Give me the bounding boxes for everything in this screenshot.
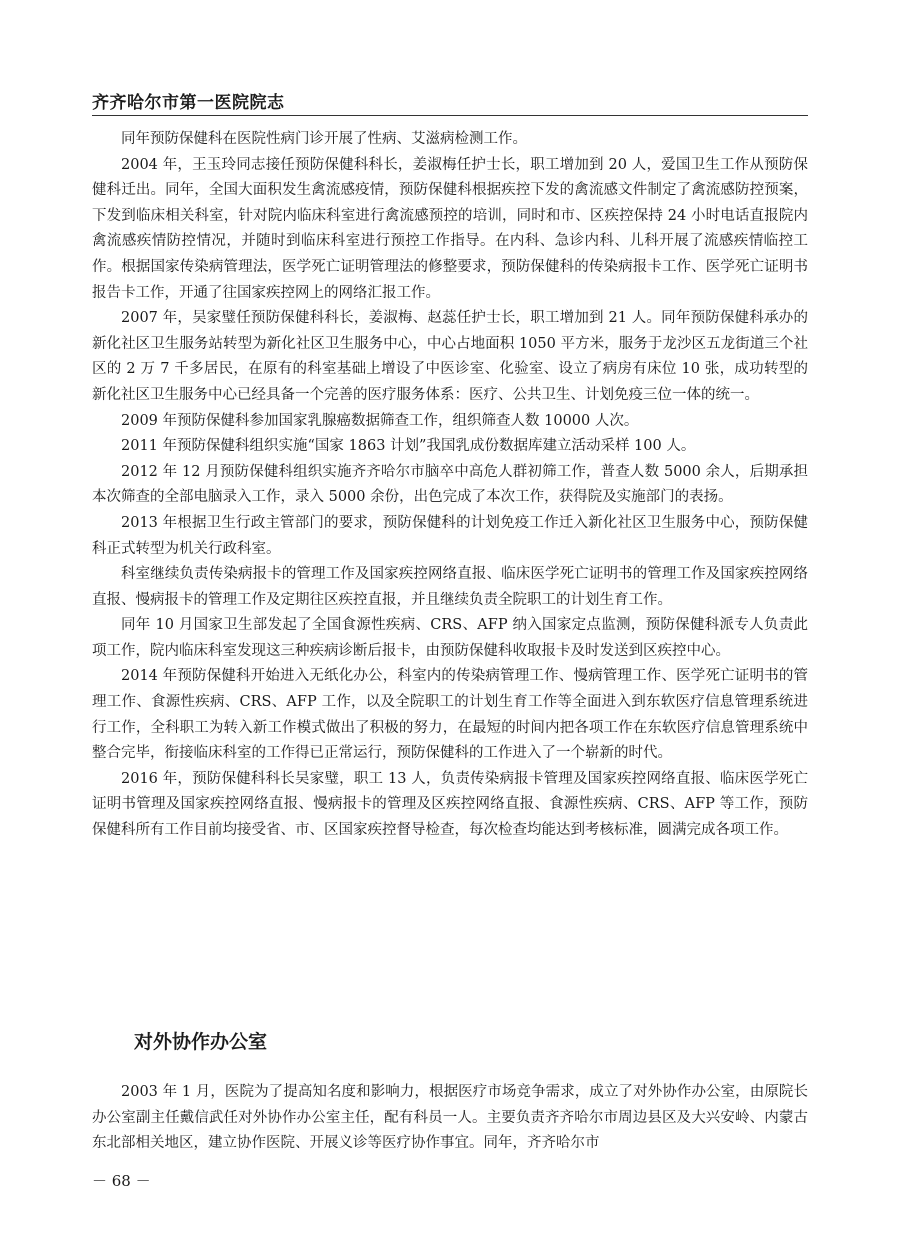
page-number: － 68 － <box>92 1172 151 1190</box>
paragraph: 2016 年，预防保健科科长吴家璧，职工 13 人，负责传染病报卡管理及国家疾控网络直报、临床医学死亡证明书管理及国家疾控网络直报、慢病报卡的管理及区疾控网络直报、食源性疾病、CRS、AFP 等工作，预防保健科所有工作目前均接受省、市、区国家疾控督导检查，每次检查均能达到考核标准，圆满完成各项工作。 <box>92 770 808 839</box>
paragraph: 科室继续负责传染病报卡的管理工作及国家疾控网络直报、临床医学死亡证明书的管理工作及国家疾控网络直报、慢病报卡的管理工作及定期往区疾控直报，并且继续负责全院职工的计划生育工作。 <box>92 566 808 608</box>
book-title: 齐齐哈尔市第一医院院志 <box>92 93 285 113</box>
paragraph: 2007 年，吴家璧任预防保健科科长，姜淑梅、赵蕊任护士长，职工增加到 21 人。同年预防保健科承办的新化社区卫生服务站转型为新化社区卫生服务中心，中心占地面积 1050 平方米，服务于龙沙区五龙街道三个社区的 2 万 7 千多居民，在原有的科室基础上增设了中医诊室、化验室、设立了病房有床位 10 张，成功转型的新化社区卫生服务中心已经具备一个完善的医疗服务体系：医疗、公共卫生、计划免疫三位一体的统一。 <box>92 310 808 403</box>
paragraph: 同年预防保健科在医院性病门诊开展了性病、艾滋病检测工作。 <box>121 131 527 147</box>
section-heading: 对外协作办公室 <box>134 1031 268 1053</box>
header-rule <box>92 115 808 116</box>
running-header <box>92 88 808 116</box>
section-body-text <box>92 1080 808 1157</box>
paragraph: 2014 年预防保健科开始进入无纸化办公，科室内的传染病管理工作、慢病管理工作、医学死亡证明书的管理工作、食源性疾病、CRS、AFP 工作，以及全院职工的计划生育工作等全面进入到东软医疗信息管理系统进行工作，全科职工为转入新工作模式做出了积极的努力，在最短的时间内把各项工作在东软医疗信息管理系统中整合完毕，衔接临床科室的工作得已正常运行，预防保健科的工作进入了一个崭新的时代。 <box>92 668 808 762</box>
paragraph: 2013 年根据卫生行政主管部门的要求，预防保健科的计划免疫工作迁入新化社区卫生服务中心，预防保健科正式转型为机关行政科室。 <box>92 514 808 557</box>
paragraph: 2003 年 1 月，医院为了提高知名度和影响力，根据医疗市场竞争需求，成立了对外协作办公室，由原院长办公室副主任戴信武任对外协作办公室主任，配有科员一人。主要负责齐齐哈尔市周边县区及大兴安岭、内蒙古东北部相关地区，建立协作医院、开展义诊等医疗协作事宜。同年，齐齐哈尔市 <box>92 1084 808 1152</box>
body-text <box>92 127 808 844</box>
paragraph: 2012 年 12 月预防保健科组织实施齐齐哈尔市脑卒中高危人群初筛工作，普查人数 5000 余人，后期承担本次筛查的全部电脑录入工作，录入 5000 余份，出色完成了本次工作，获得院及实施部门的表扬。 <box>92 463 808 506</box>
paragraph: 同年 10 月国家卫生部发起了全国食源性疾病、CRS、AFP 纳入国家定点监测，预防保健科派专人负责此项工作，院内临床科室发现这三种疾病诊断后报卡，由预防保健科收取报卡及时发送到区疾控中心。 <box>92 617 808 659</box>
paragraph: 2004 年，王玉玲同志接任预防保健科科长，姜淑梅任护士长，职工增加到 20 人，爱国卫生工作从预防保健科迁出。同年，全国大面积发生禽流感疫情，预防保健科根据疾控下发的禽流感文件制定了禽流感防控预案，下发到临床相关科室，针对院内临床科室进行禽流感预控的培训，同时和市、区疾控保持 24 小时电话直报院内禽流感疾情防控情况，并随时到临床科室进行预控工作指导。在内科、急诊内科、儿科开展了流感疾情临控工作。根据国家传染病管理法，医学死亡证明管理法的修整要求，预防保健科的传染病报卡工作、医学死亡证明书报告卡工作，开通了往国家疾控网上的网络汇报工作。 <box>92 156 808 301</box>
paragraph: 2009 年预防保健科参加国家乳腺癌数据筛查工作，组织筛查人数 10000 人次。 <box>121 412 639 429</box>
paragraph: 2011 年预防保健科组织实施“国家 1863 计划”我国乳成份数据库建立活动采样 100 人。 <box>121 438 696 455</box>
